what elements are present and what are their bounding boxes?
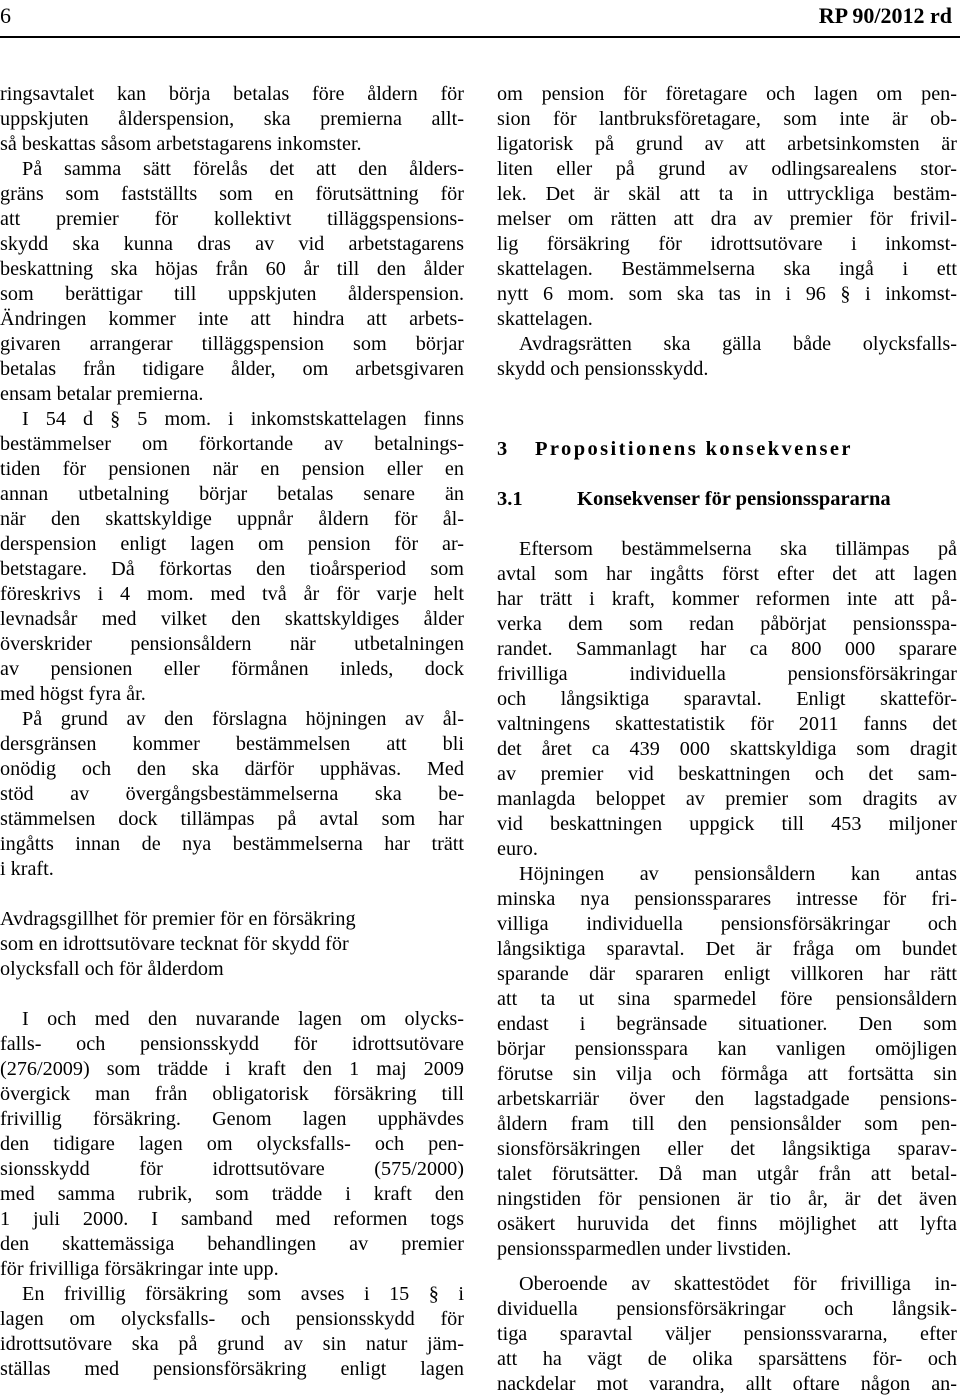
- text-line: beskattning ska höjas från 60 år till den ålder: [0, 258, 464, 280]
- text-line: givaren arrangerar tilläggspension som börjar: [0, 333, 464, 355]
- text-line: frivillig försäkring. Genom lagen upphävdes: [0, 1108, 464, 1130]
- text-line: den tidigare lagen om olycksfalls- och pen-: [0, 1133, 464, 1155]
- right-column: [497, 0, 957, 1396]
- text-line: i kraft.: [0, 858, 54, 880]
- text-line: Oberoende av skattestödet för frivilliga in-: [519, 1273, 957, 1295]
- text-line: villiga individuella pensionsförsäkringar och: [497, 913, 957, 935]
- text-line: euro.: [497, 838, 538, 860]
- text-line: falls- och pensionsskydd för idrottsutövare: [0, 1033, 464, 1055]
- text-line: (276/2009) som trädde i kraft den 1 maj 2009: [0, 1058, 464, 1080]
- text-line: så beskattas såsom arbetstagarens inkomster.: [0, 133, 362, 155]
- text-line: och långsiktiga sparavtal. Enligt skatteför-: [497, 688, 957, 710]
- text-line: betalas från tidigare ålder, om arbetsgivaren: [0, 358, 464, 380]
- text-line: att premier för kollektivt tilläggspensions-: [0, 208, 464, 230]
- text-line: På grund av den förslagna höjningen av ål-: [22, 708, 464, 730]
- text-line: Ändringen kommer inte att hindra att arbets-: [0, 308, 464, 330]
- text-line: den skattemässiga behandlingen av premier: [0, 1233, 464, 1255]
- text-line: åldern fram till den pensionsålder som pen-: [497, 1113, 957, 1135]
- text-line: uppskjuten ålderspension, ska premierna allt-: [0, 108, 464, 130]
- text-line: idrottsutövare ska på grund av sin natur jäm-: [0, 1333, 464, 1355]
- text-line: överskrider pensionsåldern när utbetalningen: [0, 633, 464, 655]
- text-line: Höjningen av pensionsåldern kan antas: [519, 863, 957, 885]
- text-line: ställas med pensionsförsäkring enligt lagen: [0, 1358, 464, 1380]
- text-line: pensionssparmedlen under livstiden.: [497, 1238, 792, 1260]
- text-line: manlagda beloppet av premier som dragits av: [497, 788, 957, 810]
- text-line: föreskrivs i 4 mom. med två år för varje helt: [0, 583, 464, 605]
- section-title: Propositionens konsekvenser: [535, 438, 853, 460]
- text-line: melser om rätten att dra av premier för frivil-: [497, 208, 957, 230]
- text-line: bestämmelser om förkortande av betalnings-: [0, 433, 464, 455]
- text-line: stöd av övergångsbestämmelserna ska be-: [0, 783, 464, 805]
- text-line: På samma sätt förelås det att den ålders-: [22, 158, 464, 180]
- text-line: ensam betalar premierna.: [0, 383, 204, 405]
- text-line: gräns som fastställts som en förutsättning för: [0, 183, 464, 205]
- text-line: nytt 6 mom. som ska tas in i 96 § i inkomst-: [497, 283, 957, 305]
- text-line: Eftersom bestämmelserna ska tillämpas på: [519, 538, 957, 560]
- text-line: som en idrottsutövare tecknat för skydd för: [0, 933, 349, 955]
- text-line: frivilliga individuella pensionsförsäkringar: [497, 663, 957, 685]
- text-line: ingåtts innan de nya bestämmelserna har trätt: [0, 833, 464, 855]
- text-line: att ta ut sina sparmedel före pensionsåldern: [497, 988, 957, 1010]
- text-line: skydd ska kunna dras av vid arbetstagarens: [0, 233, 464, 255]
- document-id: RP 90/2012 rd: [818, 3, 952, 28]
- text-line: med högst fyra år.: [0, 683, 146, 705]
- text-line: sionsskydd för idrottsutövare (575/2000): [0, 1158, 464, 1180]
- text-line: betstagare. Då förkortas den tioårsperiod som: [0, 558, 464, 580]
- text-line: valtningens skattestatistik för 2011 fanns det: [497, 713, 957, 735]
- text-line: arbetskarriär över den lagstadgade pensions-: [497, 1088, 957, 1110]
- page-number: 6: [0, 3, 11, 28]
- section-number: 3: [497, 438, 508, 460]
- text-line: annan utbetalning börjar betalas senare än: [0, 483, 464, 505]
- text-line: dersgränsen kommer bestämmelsen att bli: [0, 733, 464, 755]
- text-line: för frivilliga försäkringar inte upp.: [0, 1258, 279, 1280]
- text-line: 1 juli 2000. I samband med reformen togs: [0, 1208, 464, 1230]
- text-line: lek. Det är skäl att ta in uttryckliga bestäm-: [497, 183, 957, 205]
- text-line: osäkert huruvida det finns möjlighet att lyfta: [497, 1213, 957, 1235]
- text-line: sparande där spararen enligt villkoren har rätt: [497, 963, 957, 985]
- text-line: levnadsår med vilket den skattskyldiges ålder: [0, 608, 464, 630]
- text-line: derspension enligt lagen om pension för ar-: [0, 533, 464, 555]
- text-line: Avdragsgillhet för premier för en försäkring: [0, 908, 356, 930]
- text-line: av premier vid beskattningen och det sam-: [497, 763, 957, 785]
- text-line: nackdelar mot varandra, allt oftare någon an-: [497, 1373, 957, 1395]
- text-line: det året ca 439 000 skattskyldiga som dragit: [497, 738, 957, 760]
- left-column: [0, 0, 464, 1396]
- text-line: ningstiden för pensionen är tio år, är det även: [497, 1188, 957, 1210]
- text-line: skattelagen. Bestämmelserna ska ingå i ett: [497, 258, 957, 280]
- text-line: verka dem som redan påbörjat pensionsspa-: [497, 613, 957, 635]
- text-line: skattelagen.: [497, 308, 593, 330]
- section-heading: [497, 437, 957, 461]
- text-line: randet. Sammanlagt har ca 800 000 sparare: [497, 638, 957, 660]
- text-line: liten eller på grund av odlingsarealens stor-: [497, 158, 957, 180]
- text-line: om pension för företagare och lagen om pen-: [497, 83, 957, 105]
- text-line: sionsförsäkringen eller det långsiktiga sparav-: [497, 1138, 957, 1160]
- text-line: dividuella pensionsförsäkringar och långsik-: [497, 1298, 957, 1320]
- text-line: endast i begränsade situationer. Den som: [497, 1013, 957, 1035]
- text-line: tiga sparavtal väljer pensionssvararna, efter: [497, 1323, 957, 1345]
- text-line: En frivillig försäkring som avses i 15 § i: [22, 1283, 464, 1305]
- text-line: skydd och pensionsskydd.: [497, 358, 709, 380]
- text-line: har trätt i kraft, kommer reformen inte att på-: [497, 588, 957, 610]
- text-line: avtal som har ingåtts först efter det att lagen: [497, 563, 957, 585]
- text-line: I och med den nuvarande lagen om olycks-: [22, 1008, 464, 1030]
- text-line: när den skattskyldige uppnår åldern för ål-: [0, 508, 464, 530]
- subsection-number: 3.1: [497, 488, 523, 510]
- text-line: ringsavtalet kan börja betalas före åldern för: [0, 83, 464, 105]
- text-line: som berättigar till uppskjuten ålderspension.: [0, 283, 464, 305]
- text-line: talet förutsätter. Då man utgår från att betal-: [497, 1163, 957, 1185]
- text-line: tiden för pensionen när en pension eller en: [0, 458, 464, 480]
- text-line: lagen om olycksfalls- och pensionsskydd för: [0, 1308, 464, 1330]
- text-line: övergick man från obligatorisk försäkring till: [0, 1083, 464, 1105]
- text-line: minska nya pensionssparares intresse för fri-: [497, 888, 957, 910]
- subsection-heading: [497, 487, 957, 511]
- text-line: lig försäkring för idrottsutövare i inkomst-: [497, 233, 957, 255]
- text-line: Avdragsrätten ska gälla både olycksfalls-: [519, 333, 957, 355]
- text-line: vid beskattningen uppgick till 453 miljoner: [497, 813, 957, 835]
- text-line: sion för lantbruksföretagare, som inte är ob-: [497, 108, 957, 130]
- text-line: långsiktiga sparavtal. Det är fråga om bundet: [497, 938, 957, 960]
- text-line: stämmelsen dock tillämpas på avtal som har: [0, 808, 464, 830]
- text-line: onödig och den ska därför upphävas. Med: [0, 758, 464, 780]
- text-line: börjar pensionsspara kan vanligen omöjligen: [497, 1038, 957, 1060]
- text-line: med samma rubrik, som trädde i kraft den: [0, 1183, 464, 1205]
- text-line: förutse sin vilja och förmåga att fortsätta sin: [497, 1063, 957, 1085]
- text-line: av pensionen eller förmånen inleds, dock: [0, 658, 464, 680]
- text-line: olycksfall och för ålderdom: [0, 958, 224, 980]
- text-line: I 54 d § 5 mom. i inkomstskattelagen finns: [22, 408, 464, 430]
- subsection-title: Konsekvenser för pensionsspararna: [577, 488, 891, 510]
- text-line: att ha vägt de olika sparsättens för- och: [497, 1348, 957, 1370]
- text-line: ligatorisk på grund av att arbetsinkomsten är: [497, 133, 957, 155]
